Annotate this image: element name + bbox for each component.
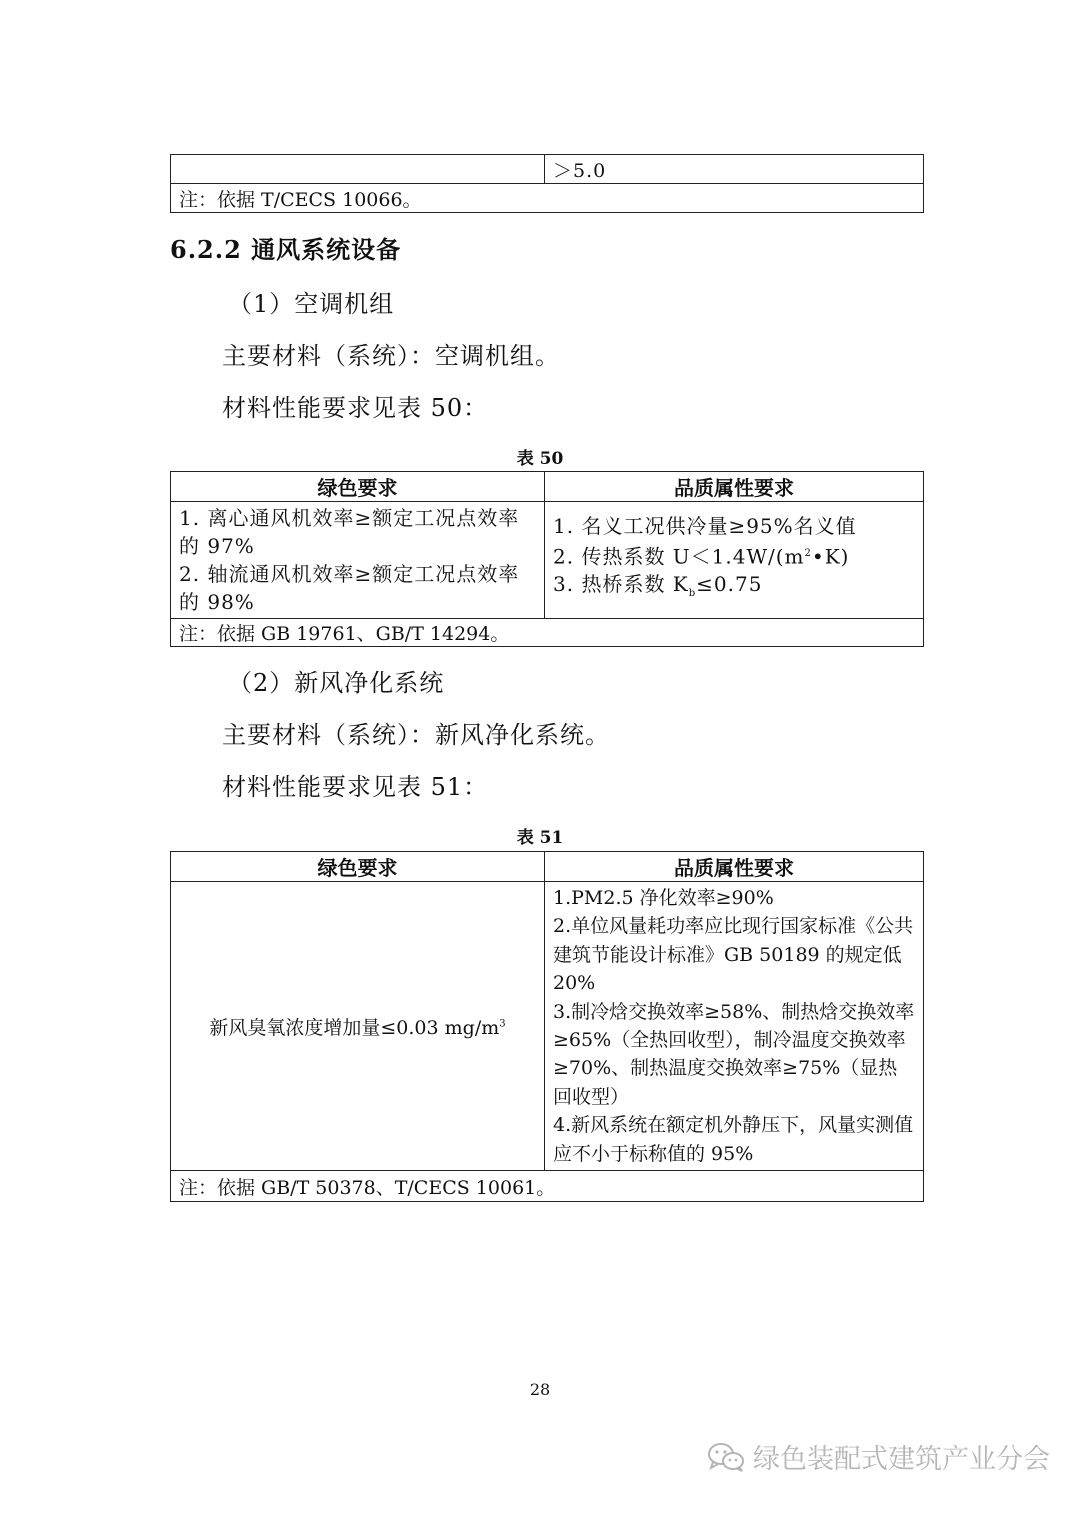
table-note: 注：依据 GB/T 50378、T/CECS 10061。 xyxy=(171,1171,924,1202)
section-heading: 6.2.2 通风系统设备 xyxy=(170,235,402,264)
subsection-title-1: （1）空调机组 xyxy=(228,290,395,318)
table-row xyxy=(171,184,924,213)
table-caption-50: 表 50 xyxy=(516,449,564,469)
table-row xyxy=(171,882,924,1171)
quality-requirement-cell xyxy=(545,882,924,1171)
table-row xyxy=(171,619,924,647)
table-header-row xyxy=(171,472,924,502)
column-header: 品质属性要求 xyxy=(545,472,924,502)
quality-requirement-cell xyxy=(545,502,924,619)
column-header: 绿色要求 xyxy=(171,472,545,502)
watermark-text: 绿色装配式建筑产业分会 xyxy=(753,1444,1050,1475)
page-number: 28 xyxy=(529,1380,551,1399)
table-cell-empty xyxy=(171,155,545,184)
table-row xyxy=(171,502,924,619)
list-item: 2. 轴流通风机效率≥额定工况点效率的 98% xyxy=(179,562,520,614)
column-header: 品质属性要求 xyxy=(545,852,924,882)
list-item: 1. 名义工况供冷量≥95%名义值 xyxy=(553,513,857,538)
list-item: 1.PM2.5 净化效率≥90% xyxy=(553,887,774,909)
list-item xyxy=(553,570,915,608)
list-item: 2.单位风量耗功率应比现行国家标准《公共建筑节能设计标准》GB 50189 的规定低 20% xyxy=(553,915,914,995)
green-requirement-cell xyxy=(171,882,545,1171)
table-50 xyxy=(170,471,924,647)
list-item: 3.制冷焓交换效率≥58%、制热焓交换效率≥65%（全热回收型），制冷温度交换效率≥70%、制热温度交换效率≥75%（显热回收型） xyxy=(553,1000,915,1108)
performance-ref-2: 材料性能要求见表 51： xyxy=(222,773,489,801)
performance-ref-1: 材料性能要求见表 50： xyxy=(222,394,489,422)
table-header-row xyxy=(171,852,924,882)
materials-text-2: 主要材料（系统）：新风净化系统。 xyxy=(222,721,610,749)
list-item: 4.新风系统在额定机外静压下，风量实测值应不小于标称值的 95% xyxy=(553,1114,914,1165)
table-continuation xyxy=(170,154,924,213)
table-caption-51: 表 51 xyxy=(516,828,564,848)
superscript: 2 xyxy=(804,547,812,559)
superscript: 3 xyxy=(499,1018,506,1030)
table-51 xyxy=(170,851,924,1202)
list-item xyxy=(553,540,915,571)
wechat-icon xyxy=(707,1441,745,1473)
table-note: 注：依据 GB 19761、GB/T 14294。 xyxy=(171,619,924,647)
table-note: 注：依据 T/CECS 10066。 xyxy=(171,184,924,213)
item-text: ≤0.75 xyxy=(696,572,763,597)
subsection-title-2: （2）新风净化系统 xyxy=(228,669,445,697)
table-row xyxy=(171,1171,924,1202)
green-requirement-cell xyxy=(171,502,545,619)
list-item: 1. 离心通风机效率≥额定工况点效率的 97% xyxy=(179,506,520,558)
item-text: 新风臭氧浓度增加量≤0.03 mg/m xyxy=(209,1016,500,1039)
item-text: 2. 传热系数 U＜1.4W/(m xyxy=(553,544,805,569)
column-header: 绿色要求 xyxy=(171,852,545,882)
watermark xyxy=(707,1437,1050,1476)
table-row xyxy=(171,155,924,184)
table-cell-value: ＞5.0 xyxy=(545,155,924,184)
item-text: •K) xyxy=(811,544,850,569)
subscript: b xyxy=(688,588,697,600)
item-text: 3. 热桥系数 K xyxy=(553,572,689,597)
materials-text-1: 主要材料（系统）：空调机组。 xyxy=(222,342,560,370)
